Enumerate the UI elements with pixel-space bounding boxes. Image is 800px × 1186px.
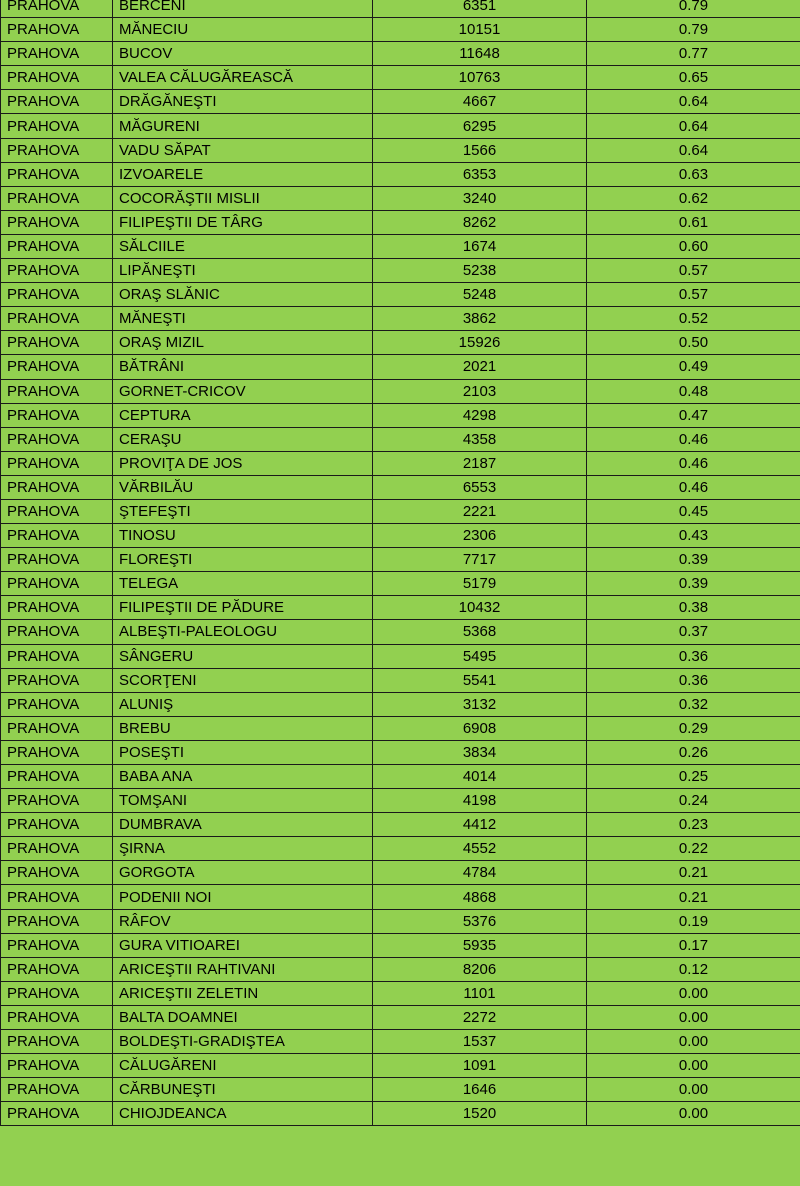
- table-row: [1, 283, 800, 307]
- value-cell[interactable]: 0.50: [587, 331, 800, 355]
- value-cell[interactable]: 0.00: [587, 1005, 800, 1029]
- table-row: [1, 1102, 800, 1126]
- locality-name-cell[interactable]: TINOSU: [113, 524, 373, 548]
- value-cell[interactable]: 0.36: [587, 644, 800, 668]
- table-row: [1, 451, 800, 475]
- population-cell[interactable]: 4014: [373, 765, 587, 789]
- value-cell[interactable]: 0.64: [587, 138, 800, 162]
- county-cell[interactable]: PRAHOVA: [1, 596, 113, 620]
- value-cell[interactable]: 0.60: [587, 234, 800, 258]
- table-row: [1, 18, 800, 42]
- population-cell[interactable]: 5368: [373, 620, 587, 644]
- county-cell[interactable]: PRAHOVA: [1, 307, 113, 331]
- county-cell[interactable]: PRAHOVA: [1, 138, 113, 162]
- population-cell[interactable]: 1091: [373, 1054, 587, 1078]
- locality-name-cell[interactable]: ORAŞ MIZIL: [113, 331, 373, 355]
- table-row: [1, 740, 800, 764]
- locality-name-cell[interactable]: COCORĂŞTII MISLII: [113, 186, 373, 210]
- locality-name-cell[interactable]: PODENII NOI: [113, 885, 373, 909]
- locality-name-cell[interactable]: RÂFOV: [113, 909, 373, 933]
- locality-name-cell[interactable]: SCORŢENI: [113, 668, 373, 692]
- county-cell[interactable]: PRAHOVA: [1, 740, 113, 764]
- table-row: [1, 379, 800, 403]
- value-cell[interactable]: 0.46: [587, 427, 800, 451]
- value-cell[interactable]: 0.12: [587, 957, 800, 981]
- value-cell[interactable]: 0.63: [587, 162, 800, 186]
- value-cell[interactable]: 0.39: [587, 548, 800, 572]
- table-row: [1, 499, 800, 523]
- locality-name-cell[interactable]: MĂNEŞTI: [113, 307, 373, 331]
- locality-name-cell[interactable]: BREBU: [113, 716, 373, 740]
- locality-name-cell[interactable]: FILIPEŞTII DE TÂRG: [113, 210, 373, 234]
- locality-name-cell[interactable]: ŞIRNA: [113, 837, 373, 861]
- locality-name-cell[interactable]: FLOREŞTI: [113, 548, 373, 572]
- population-cell[interactable]: 4198: [373, 789, 587, 813]
- population-cell[interactable]: 8206: [373, 957, 587, 981]
- population-cell[interactable]: 3240: [373, 186, 587, 210]
- population-cell[interactable]: 6908: [373, 716, 587, 740]
- value-cell[interactable]: 0.26: [587, 740, 800, 764]
- table-row: [1, 692, 800, 716]
- locality-name-cell[interactable]: BABA ANA: [113, 765, 373, 789]
- county-cell[interactable]: PRAHOVA: [1, 427, 113, 451]
- population-cell[interactable]: 4667: [373, 90, 587, 114]
- county-cell[interactable]: PRAHOVA: [1, 861, 113, 885]
- table-row: [1, 0, 800, 18]
- county-cell[interactable]: PRAHOVA: [1, 331, 113, 355]
- county-cell[interactable]: PRAHOVA: [1, 403, 113, 427]
- county-cell[interactable]: PRAHOVA: [1, 644, 113, 668]
- county-cell[interactable]: PRAHOVA: [1, 981, 113, 1005]
- population-cell[interactable]: 4358: [373, 427, 587, 451]
- county-cell[interactable]: PRAHOVA: [1, 0, 113, 18]
- county-cell[interactable]: PRAHOVA: [1, 114, 113, 138]
- value-cell[interactable]: 0.49: [587, 355, 800, 379]
- table-row: [1, 1078, 800, 1102]
- population-cell[interactable]: 5495: [373, 644, 587, 668]
- value-cell[interactable]: 0.57: [587, 259, 800, 283]
- value-cell[interactable]: 0.37: [587, 620, 800, 644]
- county-cell[interactable]: PRAHOVA: [1, 475, 113, 499]
- county-cell[interactable]: PRAHOVA: [1, 283, 113, 307]
- population-cell[interactable]: 2221: [373, 499, 587, 523]
- table-row: [1, 210, 800, 234]
- county-cell[interactable]: PRAHOVA: [1, 210, 113, 234]
- table-row: [1, 933, 800, 957]
- locality-name-cell[interactable]: PROVIŢA DE JOS: [113, 451, 373, 475]
- table-row: [1, 331, 800, 355]
- table-row: [1, 162, 800, 186]
- population-cell[interactable]: 5179: [373, 572, 587, 596]
- table-row: [1, 909, 800, 933]
- locality-name-cell[interactable]: TELEGA: [113, 572, 373, 596]
- table-row: [1, 644, 800, 668]
- locality-name-cell[interactable]: ALUNIŞ: [113, 692, 373, 716]
- population-cell[interactable]: 11648: [373, 42, 587, 66]
- value-cell[interactable]: 0.00: [587, 1078, 800, 1102]
- value-cell[interactable]: 0.22: [587, 837, 800, 861]
- value-cell[interactable]: 0.61: [587, 210, 800, 234]
- county-cell[interactable]: PRAHOVA: [1, 499, 113, 523]
- value-cell[interactable]: 0.77: [587, 42, 800, 66]
- population-cell[interactable]: 2272: [373, 1005, 587, 1029]
- population-cell[interactable]: 5238: [373, 259, 587, 283]
- population-cell[interactable]: 8262: [373, 210, 587, 234]
- locality-name-cell[interactable]: CEPTURA: [113, 403, 373, 427]
- county-cell[interactable]: PRAHOVA: [1, 1078, 113, 1102]
- table-row: [1, 186, 800, 210]
- county-cell[interactable]: PRAHOVA: [1, 355, 113, 379]
- county-cell[interactable]: PRAHOVA: [1, 789, 113, 813]
- value-cell[interactable]: 0.64: [587, 90, 800, 114]
- population-cell[interactable]: 1566: [373, 138, 587, 162]
- value-cell[interactable]: 0.21: [587, 861, 800, 885]
- table-row: [1, 307, 800, 331]
- county-cell[interactable]: PRAHOVA: [1, 548, 113, 572]
- table-row: [1, 42, 800, 66]
- county-cell[interactable]: PRAHOVA: [1, 620, 113, 644]
- locality-name-cell[interactable]: CHIOJDEANCA: [113, 1102, 373, 1126]
- table-row: [1, 427, 800, 451]
- county-cell[interactable]: PRAHOVA: [1, 1030, 113, 1054]
- value-cell[interactable]: 0.00: [587, 981, 800, 1005]
- value-cell[interactable]: 0.21: [587, 885, 800, 909]
- county-cell[interactable]: PRAHOVA: [1, 933, 113, 957]
- table-row: [1, 620, 800, 644]
- locality-name-cell[interactable]: ARICEŞTII ZELETIN: [113, 981, 373, 1005]
- table-row: [1, 957, 800, 981]
- table-row: [1, 981, 800, 1005]
- table-row: [1, 90, 800, 114]
- population-cell[interactable]: 3132: [373, 692, 587, 716]
- county-cell[interactable]: PRAHOVA: [1, 668, 113, 692]
- county-cell[interactable]: PRAHOVA: [1, 885, 113, 909]
- value-cell[interactable]: 0.32: [587, 692, 800, 716]
- population-cell[interactable]: 3862: [373, 307, 587, 331]
- locality-name-cell[interactable]: DRĂGĂNEŞTI: [113, 90, 373, 114]
- population-cell[interactable]: 2021: [373, 355, 587, 379]
- locality-name-cell[interactable]: TOMŞANI: [113, 789, 373, 813]
- value-cell[interactable]: 0.23: [587, 813, 800, 837]
- value-cell[interactable]: 0.65: [587, 66, 800, 90]
- population-cell[interactable]: 1674: [373, 234, 587, 258]
- county-cell[interactable]: PRAHOVA: [1, 451, 113, 475]
- population-cell[interactable]: 3834: [373, 740, 587, 764]
- locality-name-cell[interactable]: BOLDEŞTI-GRADIŞTEA: [113, 1030, 373, 1054]
- value-cell[interactable]: 0.19: [587, 909, 800, 933]
- population-cell[interactable]: 5248: [373, 283, 587, 307]
- locality-name-cell[interactable]: BERCENI: [113, 0, 373, 18]
- table-row: [1, 524, 800, 548]
- population-cell[interactable]: 2187: [373, 451, 587, 475]
- population-cell[interactable]: 10763: [373, 66, 587, 90]
- locality-name-cell[interactable]: CĂRBUNEŞTI: [113, 1078, 373, 1102]
- county-cell[interactable]: PRAHOVA: [1, 716, 113, 740]
- county-cell[interactable]: PRAHOVA: [1, 692, 113, 716]
- locality-name-cell[interactable]: ARICEŞTII RAHTIVANI: [113, 957, 373, 981]
- table-row: [1, 1005, 800, 1029]
- population-cell[interactable]: 5935: [373, 933, 587, 957]
- county-cell[interactable]: PRAHOVA: [1, 957, 113, 981]
- population-cell[interactable]: 5376: [373, 909, 587, 933]
- population-cell[interactable]: 1101: [373, 981, 587, 1005]
- population-cell[interactable]: 10432: [373, 596, 587, 620]
- value-cell[interactable]: 0.17: [587, 933, 800, 957]
- value-cell[interactable]: 0.38: [587, 596, 800, 620]
- population-cell[interactable]: 6553: [373, 475, 587, 499]
- locality-name-cell[interactable]: VALEA CĂLUGĂREASCĂ: [113, 66, 373, 90]
- table-row: [1, 813, 800, 837]
- county-cell[interactable]: PRAHOVA: [1, 1054, 113, 1078]
- county-cell[interactable]: PRAHOVA: [1, 186, 113, 210]
- locality-name-cell[interactable]: BĂTRÂNI: [113, 355, 373, 379]
- population-cell[interactable]: 6353: [373, 162, 587, 186]
- table-row: [1, 548, 800, 572]
- county-cell[interactable]: PRAHOVA: [1, 837, 113, 861]
- table-row: [1, 596, 800, 620]
- value-cell[interactable]: 0.00: [587, 1102, 800, 1126]
- table-row: [1, 668, 800, 692]
- county-cell[interactable]: PRAHOVA: [1, 234, 113, 258]
- value-cell[interactable]: 0.24: [587, 789, 800, 813]
- locality-name-cell[interactable]: VĂRBILĂU: [113, 475, 373, 499]
- locality-name-cell[interactable]: IZVOARELE: [113, 162, 373, 186]
- population-cell[interactable]: 6351: [373, 0, 587, 18]
- value-cell[interactable]: 0.45: [587, 499, 800, 523]
- locality-name-cell[interactable]: GURA VITIOAREI: [113, 933, 373, 957]
- locality-name-cell[interactable]: VADU SĂPAT: [113, 138, 373, 162]
- value-cell[interactable]: 0.47: [587, 403, 800, 427]
- value-cell[interactable]: 0.29: [587, 716, 800, 740]
- locality-name-cell[interactable]: ORAŞ SLĂNIC: [113, 283, 373, 307]
- table-row: [1, 765, 800, 789]
- population-cell[interactable]: 15926: [373, 331, 587, 355]
- population-cell[interactable]: 10151: [373, 18, 587, 42]
- locality-name-cell[interactable]: POSEŞTI: [113, 740, 373, 764]
- locality-name-cell[interactable]: GORNET-CRICOV: [113, 379, 373, 403]
- locality-name-cell[interactable]: FILIPEŞTII DE PĂDURE: [113, 596, 373, 620]
- locality-name-cell[interactable]: MĂGURENI: [113, 114, 373, 138]
- population-cell[interactable]: 4552: [373, 837, 587, 861]
- population-cell[interactable]: 1537: [373, 1030, 587, 1054]
- table-row: [1, 572, 800, 596]
- table-row: [1, 403, 800, 427]
- table-row: [1, 138, 800, 162]
- population-cell[interactable]: 7717: [373, 548, 587, 572]
- locality-name-cell[interactable]: MĂNECIU: [113, 18, 373, 42]
- population-cell[interactable]: 4298: [373, 403, 587, 427]
- table-row: [1, 861, 800, 885]
- locality-name-cell[interactable]: BALTA DOAMNEI: [113, 1005, 373, 1029]
- value-cell[interactable]: 0.46: [587, 475, 800, 499]
- county-cell[interactable]: PRAHOVA: [1, 42, 113, 66]
- population-cell[interactable]: 4412: [373, 813, 587, 837]
- table-row: [1, 114, 800, 138]
- value-cell[interactable]: 0.52: [587, 307, 800, 331]
- value-cell[interactable]: 0.00: [587, 1054, 800, 1078]
- value-cell[interactable]: 0.25: [587, 765, 800, 789]
- county-cell[interactable]: PRAHOVA: [1, 1005, 113, 1029]
- population-cell[interactable]: 2103: [373, 379, 587, 403]
- locality-name-cell[interactable]: GORGOTA: [113, 861, 373, 885]
- locality-name-cell[interactable]: BUCOV: [113, 42, 373, 66]
- table-body: [1, 0, 800, 1126]
- county-cell[interactable]: PRAHOVA: [1, 524, 113, 548]
- county-cell[interactable]: PRAHOVA: [1, 66, 113, 90]
- table-row: [1, 234, 800, 258]
- value-cell[interactable]: 0.79: [587, 18, 800, 42]
- population-cell[interactable]: 1646: [373, 1078, 587, 1102]
- locality-name-cell[interactable]: SĂLCIILE: [113, 234, 373, 258]
- table-row: [1, 259, 800, 283]
- table-row: [1, 1054, 800, 1078]
- population-cell[interactable]: 2306: [373, 524, 587, 548]
- table-row: [1, 1030, 800, 1054]
- county-cell[interactable]: PRAHOVA: [1, 259, 113, 283]
- county-cell[interactable]: PRAHOVA: [1, 813, 113, 837]
- value-cell[interactable]: 0.00: [587, 1030, 800, 1054]
- table-row: [1, 789, 800, 813]
- locality-name-cell[interactable]: SÂNGERU: [113, 644, 373, 668]
- population-cell[interactable]: 4784: [373, 861, 587, 885]
- county-cell[interactable]: PRAHOVA: [1, 909, 113, 933]
- value-cell[interactable]: 0.43: [587, 524, 800, 548]
- value-cell[interactable]: 0.62: [587, 186, 800, 210]
- value-cell[interactable]: 0.57: [587, 283, 800, 307]
- county-cell[interactable]: PRAHOVA: [1, 90, 113, 114]
- county-cell[interactable]: PRAHOVA: [1, 379, 113, 403]
- locality-name-cell[interactable]: CERAŞU: [113, 427, 373, 451]
- table-row: [1, 837, 800, 861]
- locality-name-cell[interactable]: ALBEŞTI-PALEOLOGU: [113, 620, 373, 644]
- table-row: [1, 885, 800, 909]
- table-row: [1, 475, 800, 499]
- value-cell[interactable]: 0.36: [587, 668, 800, 692]
- value-cell[interactable]: 0.48: [587, 379, 800, 403]
- county-cell[interactable]: PRAHOVA: [1, 572, 113, 596]
- population-cell[interactable]: 4868: [373, 885, 587, 909]
- locality-name-cell[interactable]: DUMBRAVA: [113, 813, 373, 837]
- table-row: [1, 355, 800, 379]
- locality-name-cell[interactable]: ŞTEFEŞTI: [113, 499, 373, 523]
- population-cell[interactable]: 6295: [373, 114, 587, 138]
- county-cell[interactable]: PRAHOVA: [1, 1102, 113, 1126]
- county-cell[interactable]: PRAHOVA: [1, 162, 113, 186]
- locality-name-cell[interactable]: LIPĂNEŞTI: [113, 259, 373, 283]
- population-cell[interactable]: 1520: [373, 1102, 587, 1126]
- value-cell[interactable]: 0.64: [587, 114, 800, 138]
- table-row: [1, 66, 800, 90]
- population-cell[interactable]: 5541: [373, 668, 587, 692]
- county-cell[interactable]: PRAHOVA: [1, 765, 113, 789]
- table-row: [1, 716, 800, 740]
- value-cell[interactable]: 0.39: [587, 572, 800, 596]
- value-cell[interactable]: 0.79: [587, 0, 800, 18]
- locality-name-cell[interactable]: CĂLUGĂRENI: [113, 1054, 373, 1078]
- county-cell[interactable]: PRAHOVA: [1, 18, 113, 42]
- value-cell[interactable]: 0.46: [587, 451, 800, 475]
